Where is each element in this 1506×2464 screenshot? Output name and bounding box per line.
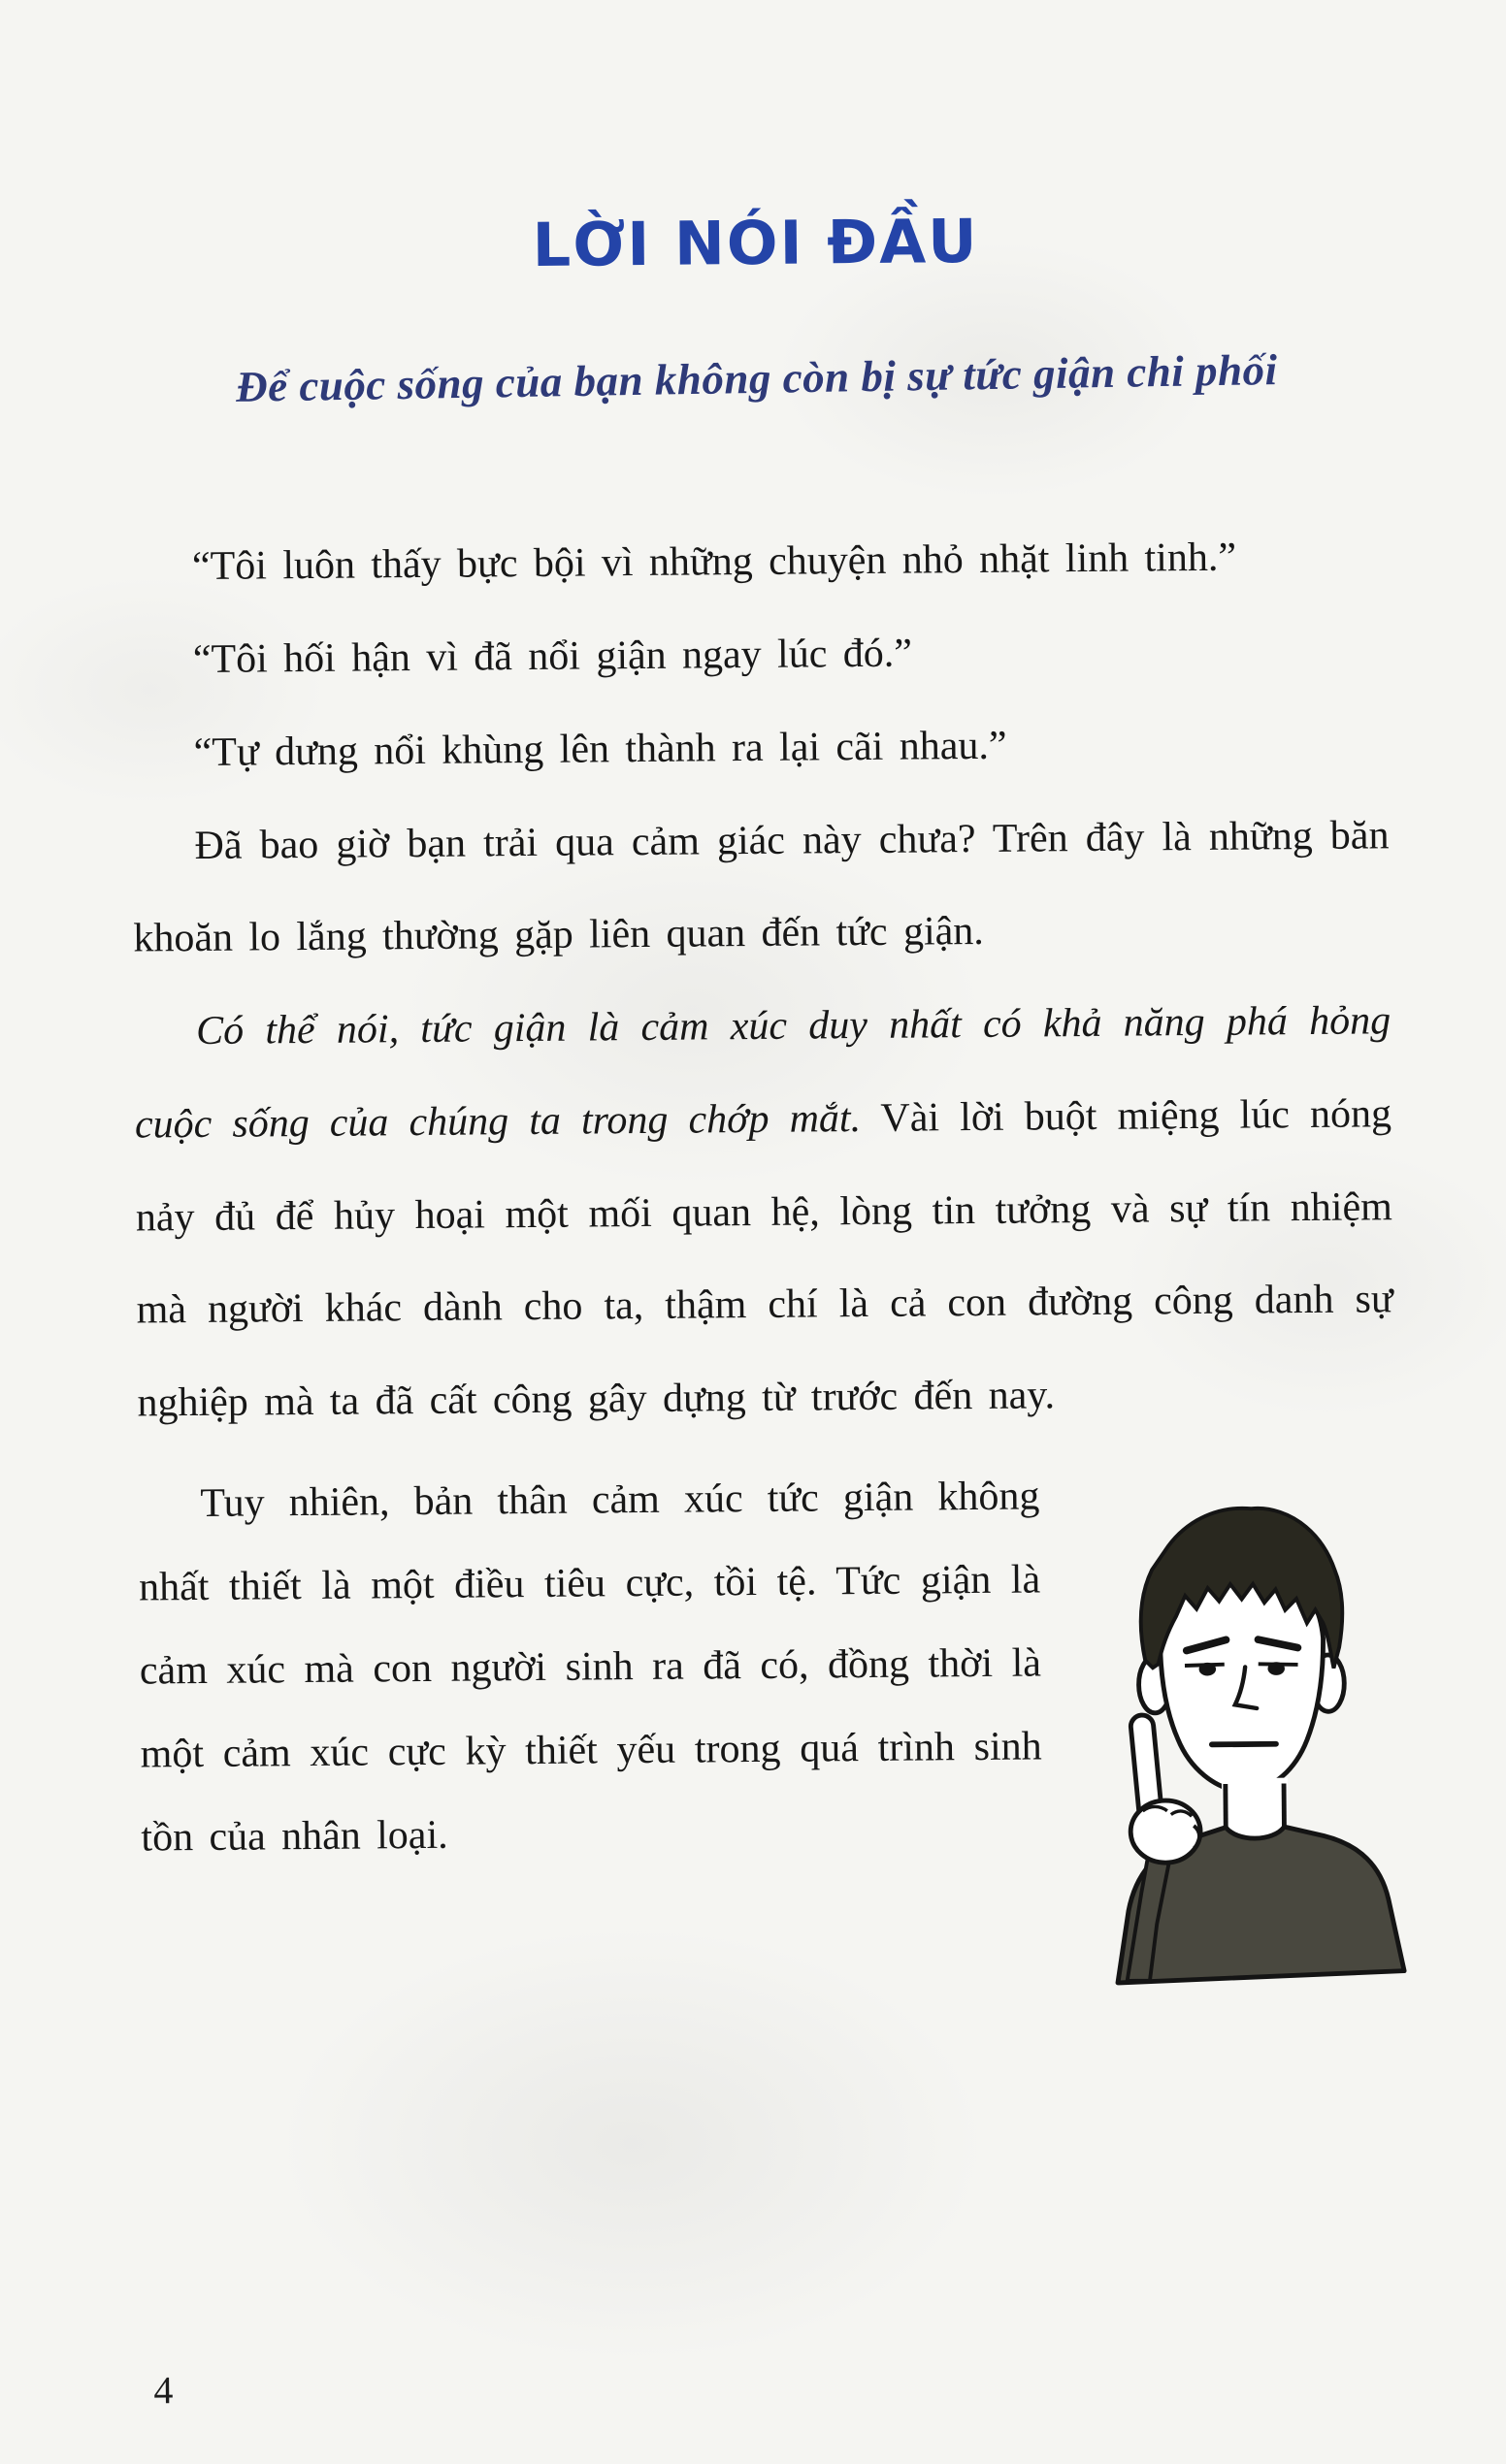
lead-paragraph	[134, 975, 1394, 1450]
quote-paragraph-1: “Tôi luôn thấy bực bội vì những chuyện nhỏ nhặt linh tinh.”	[191, 535, 1237, 590]
chapter-title: LỜI NÓI ĐẦU	[532, 205, 979, 280]
lead-rest-text: Vài lời buột miệng lúc nóng nảy đủ để hủy hoại một mối quan hệ, lòng tin tưởng và sự tín nhiệm mà người khác dành cho ta, thậm chí là cả con đường công danh sự nghiệp mà ta đã cất công gây dựng từ trước đến nay.	[135, 1091, 1393, 1426]
chapter-subtitle: Để cuộc sống của bạn không còn bị sự tức giận chi phối	[235, 344, 1278, 411]
closing-section	[138, 1451, 1399, 1996]
lead-italic-text: Có thể nói, tức giận là cảm xúc duy nhất có khả năng phá hỏng cuộc sống của chúng ta trong chớp mắt.	[134, 998, 1391, 1148]
quote-paragraph-2: “Tôi hối hận vì đã nổi giận ngay lúc đó.”	[192, 631, 913, 683]
quote-paragraph-3: “Tự dưng nổi khùng lên thành ra lại cãi nhau.”	[193, 723, 1007, 775]
closing-paragraph: Tuy nhiên, bản thân cảm xúc tức giận không nhất thiết là một điều tiêu cực, tồi tệ. Tức giận là cảm xúc mà con người sinh ra đã có, đồng thời là một cảm xúc cực kỳ thiết yếu trong quá trình sinh tồn của nhân loại.	[138, 1474, 1042, 1861]
page-number: 4	[153, 2368, 174, 2413]
man-pointing-up-illustration	[1080, 1496, 1425, 1989]
man-pointing-up-icon	[1080, 1496, 1425, 1989]
intro-paragraph: Đã bao giờ bạn trải qua cảm giác này chưa? Trên đây là những băn khoăn lo lắng thường gặp liên quan đến tức giận.	[133, 812, 1390, 961]
